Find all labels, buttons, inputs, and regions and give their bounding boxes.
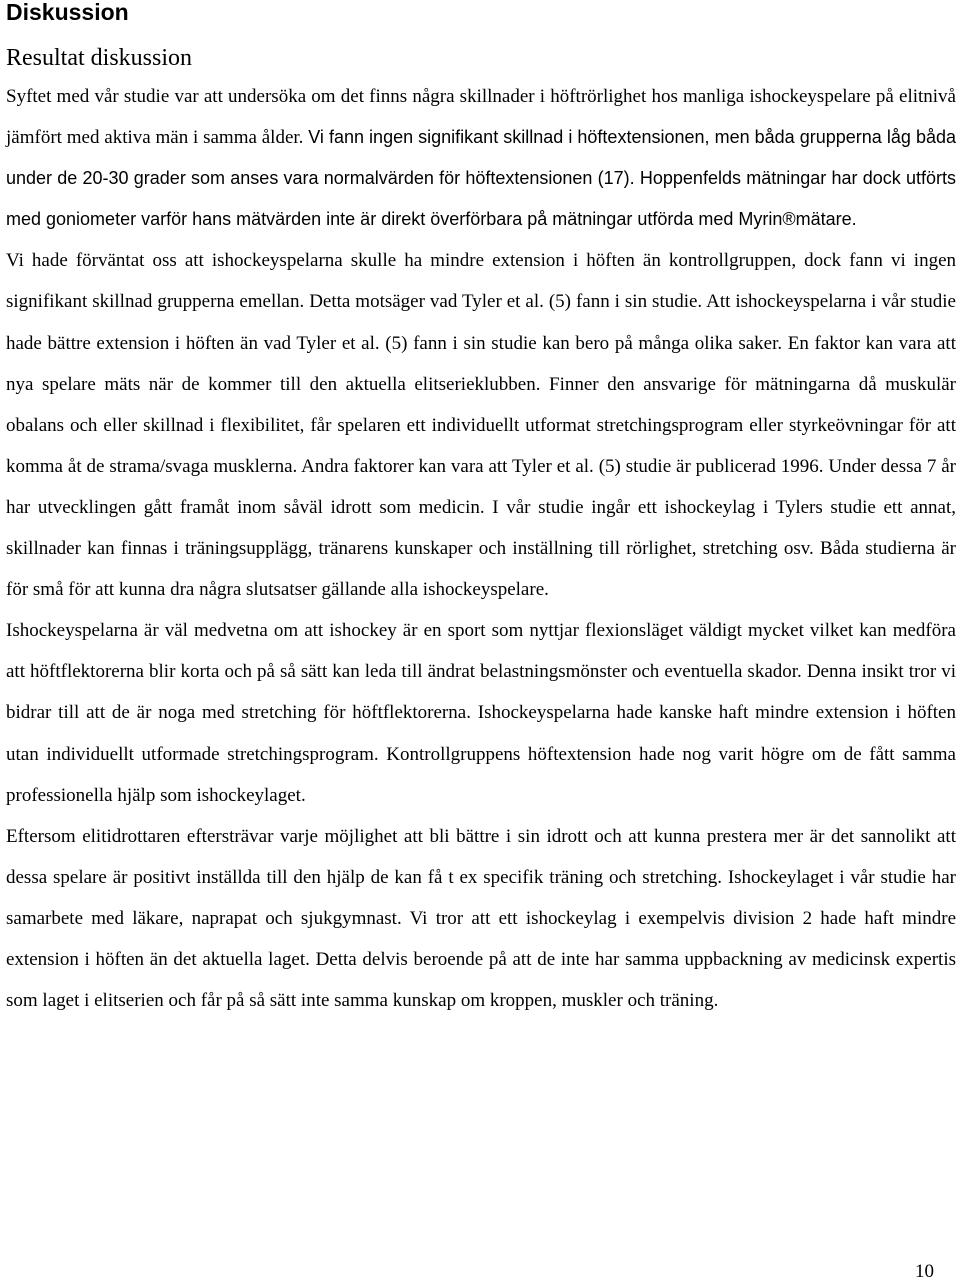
paragraph-1-run-2: Vi fann ingen signifikant skillnad i höftextensionen, men båda grupperna låg båda under de 20-30 grader som anses vara normalvärden för höftextensionen (17).	[6, 127, 956, 189]
paragraph-3	[6, 610, 956, 815]
paragraph-3-run-1: Ishockeyspelarna är väl medvetna om att ishockey är en sport som nyttjar flexionsläget väldigt mycket vilket kan medföra att höftflektorerna blir korta och på så sätt kan leda till ändrat belastningsmönster och eventuella skador. Denna insikt tror vi bidrar till att de är noga med stretching för höftflektorerna. Ishockeyspelarna hade kanske haft mindre extension i höften utan individuellt utformade stretchingsprogram. Kontrollgruppens höftextension hade nog varit högre om de fått samma professionella hjälp som ishockeylaget.	[6, 620, 956, 806]
paragraph-1-run-1: Syftet med vår studie var att undersöka om det finns några skillnader i höftrörlighet hos manliga ishockeyspelare på elitnivå jämfört med aktiva män i samma ålder.	[6, 86, 956, 149]
paragraph-2-run-1: Vi hade förväntat oss att ishockeyspelarna skulle ha mindre extension i höften än kontrollgruppen, dock fann vi ingen signifikant skillnad grupperna emellan. Detta motsäger vad Tyler et al. (5) fann i sin studie. Att ishockeyspelarna i vår studie hade bättre extension i höften än vad Tyler et al. (5) fann i sin studie kan bero på många olika saker. En faktor kan vara att nya spelare mäts när de kommer till den aktuella elitserieklubben. Finner den ansvarige för mätningarna då muskulär obalans och eller skillnad i flexibilitet, får spelaren ett individuellt utformat stretchingsprogram eller styrkeövningar för att komma åt de strama/svaga musklerna. Andra faktorer kan vara att Tyler et al. (5) studie är publicerad 1996. Under dessa 7 år har utvecklingen gått framåt inom såväl idrott som medicin. I vår studie ingår ett ishockeylag i Tylers studie ett annat, skillnader kan finnas i träningsupplägg, tränarens kunskaper och inställning till rörlighet, stretching osv. Båda studierna är för små för att kunna dra några slutsatser gällande alla ishockeyspelare.	[6, 250, 956, 601]
document-page	[6, 0, 956, 1021]
paragraph-2	[6, 240, 956, 610]
page-number: 10	[915, 1261, 934, 1282]
paragraph-1-run-3: Hoppenfelds mätningar har dock utförts med goniometer varför hans mätvärden inte är direkt överförbara på mätningar utförda med Myrin®mätare.	[6, 168, 956, 230]
subsection-heading: Resultat diskussion	[6, 45, 193, 71]
paragraph-4-run-1: Eftersom elitidrottaren eftersträvar varje möjlighet att bli bättre i sin idrott och att kunna prestera mer är det sannolikt att dessa spelare är positivt inställda till den hjälp de kan få t ex specifik träning och stretching. Ishockeylaget i vår studie har samarbete med läkare, naprapat och sjukgymnast. Vi tror att ett ishockeylag i exempelvis division 2 hade haft mindre extension i höften än det aktuella laget. Detta delvis beroende på att de inte har samma uppbackning av medicinsk expertis som laget i elitserien och får på så sätt inte samma kunskap om kroppen, muskler och träning.	[6, 825, 956, 1012]
paragraph-4	[6, 816, 956, 1021]
section-heading: Diskussion	[6, 0, 129, 25]
paragraph-1	[6, 76, 956, 240]
